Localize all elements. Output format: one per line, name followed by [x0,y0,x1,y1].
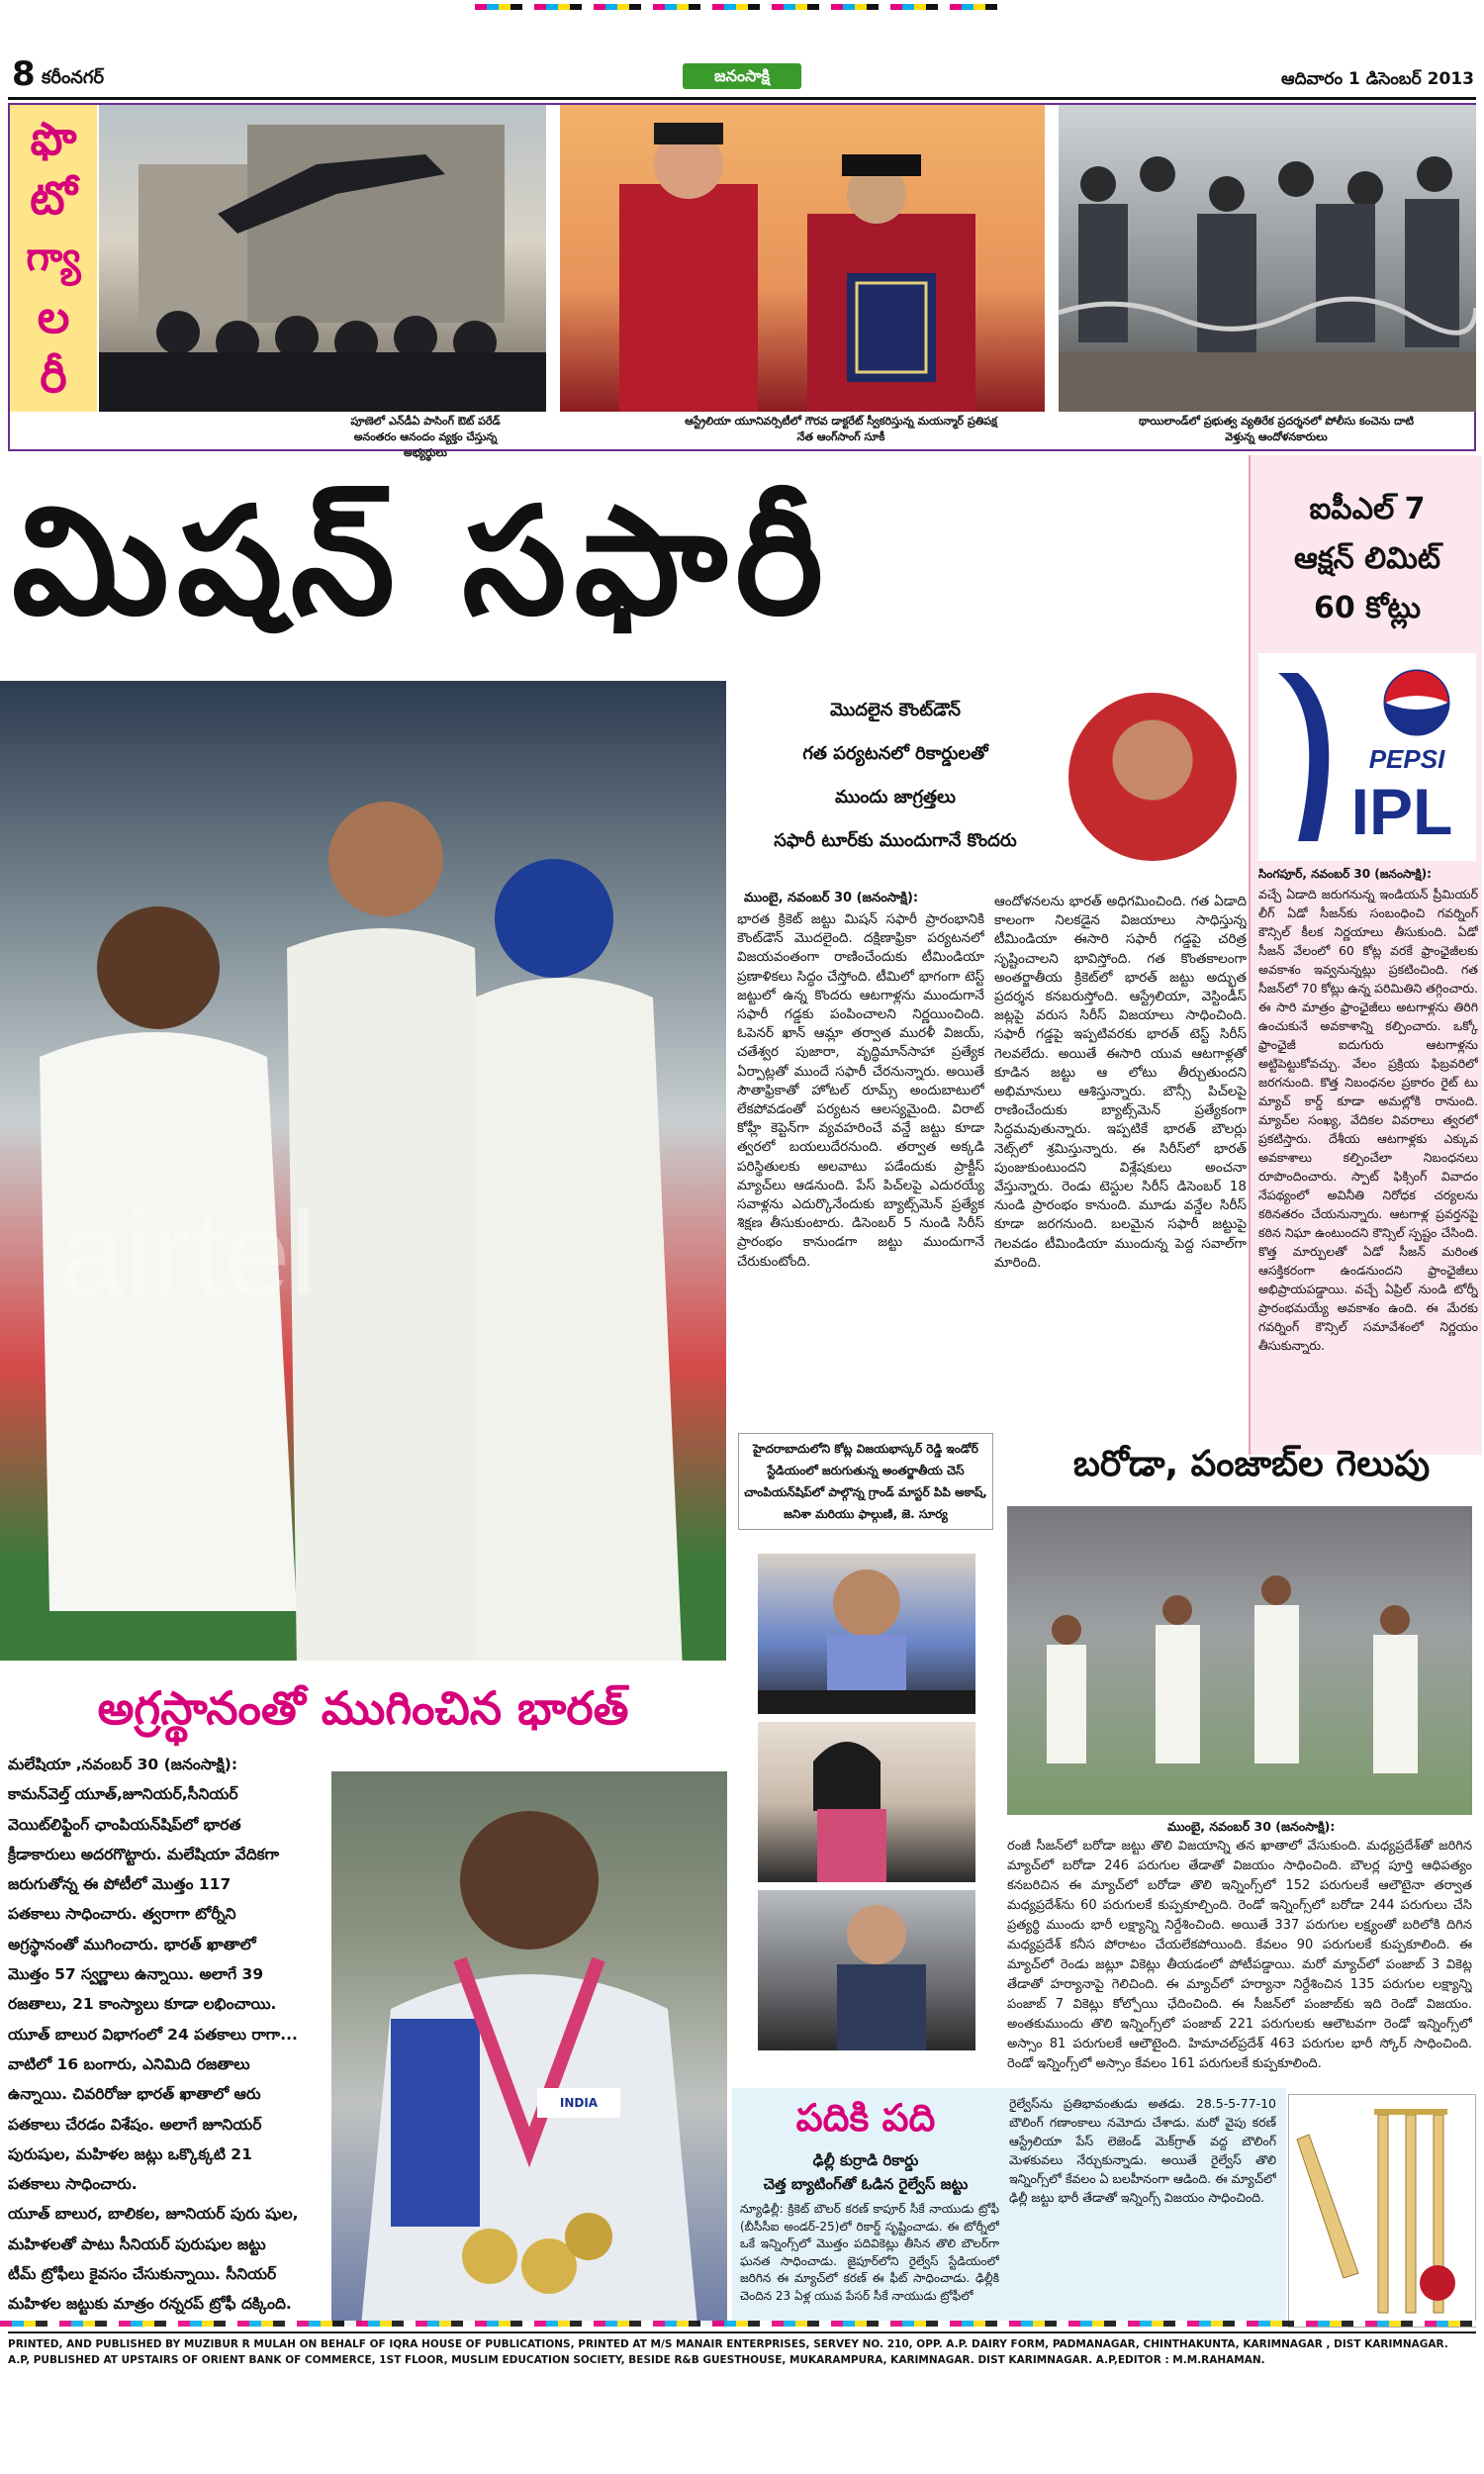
story-line: వెయిట్‌లిఫ్టింగ్ ఛాంపియన్‌షిప్‌లో భారత [8,1815,241,1834]
gallery-caption: ఆస్ట్రేలియా యూనివర్సిటీలో గౌరవ డాక్టరేట్ స్వీకరిస్తున్న మయన్మార్ ప్రతిపక్ష నేత ఆంగ్‌సాంగ్ సూకీ [685,415,997,443]
thailand-protest-photo [1059,105,1476,412]
story-line: పతకాలు సాధించారు. [8,2175,138,2194]
team-india-celebration-photo [0,681,726,1661]
masthead [683,63,801,89]
story-line: మహిళల జట్టుకు మాత్రం రన్నరప్ ట్రోఫీ దక్కింది. [8,2295,292,2314]
ipl-headline-line: ఆక్షన్ లిమిట్ [1294,541,1440,576]
deck-line: గత పర్యటనలో రికార్డులతో [802,743,988,764]
svg-text:airtel: airtel [59,1188,318,1320]
story-line: యూత్ బాలుర, బాలికల, జూనియర్ పురు షుల, [8,2205,299,2224]
story-line: రజతాలు, 21 కాంస్యాలు కూడా లభించాయి. [8,1995,277,2014]
imprint-line: PRINTED, AND PUBLISHED BY MUZIBUR R MULAH ON BEHALF OF IQRA HOUSE OF PUBLICATIONS, PRINTED AT M/S MANAIR ENTERPRISES, SERVEY NO. 210, OPP. A.P. DAIRY FORM, PADMANAGAR, CHINTHAKUNTA, KARIMNAGAR , DIST KARIMNAGAR. [8,2338,1448,2350]
padiki-padi-headline: పదికి పది [795,2096,936,2140]
story-line: మలేషియా ,నవంబర్ 30 (జనంసాక్షి): [8,1756,238,1773]
baroda-celebration-photo [1007,1506,1472,1815]
ipl-headline [1251,485,1484,633]
story-line: పురుషుల, మహిళల జట్లు ఒక్కొక్కటి 21 [8,2144,252,2163]
baroda-headline: బరోడా, పంజాబ్‌ల గెలుపు [1072,1444,1431,1484]
gallery-caption: పూణెలో ఎన్‌డీఏ పాసింగ్ ఔట్ పరేడ్ అనంతరం ఆనందం వ్యక్తం చేస్తున్న అభ్యర్థులు [350,415,501,459]
story-line: జరుగుతోన్న ఈ పోటీలో మొత్తం 117 [8,1875,232,1894]
player-portrait-photo [1068,693,1237,861]
story-line: అగ్రస్థానంతో ముగించారు. భారత్ ఖాతాలో [8,1935,256,1953]
ipl-dateline: సింగపూర్, నవంబర్ 30 (జనంసాక్షి): [1258,867,1432,881]
story-line: పతకాలు చేరడం విశేషం. అలాగే జూనియర్ [8,2115,262,2134]
flag-badge [537,2088,620,2118]
color-bar [0,2321,1484,2327]
story-line: వాటిలో 16 బంగారు, ఎనిమిది రజతాలు [8,2054,250,2073]
ipl-logo-text: IPL [1350,775,1453,848]
pepsi-ipl-logo [1258,653,1476,861]
masthead-logo-text: జనంసాక్షి [714,66,770,85]
chess-player-girl-photo [758,1722,975,1882]
gallery-caption: థాయిలాండ్‌లో ప్రభుత్వ వ్యతిరేక ప్రదర్శనలో పోలీసు కంచెను దాటి వెళ్తున్న ఆందోళనకారులు [1138,415,1415,443]
chess-column [732,1425,999,2078]
padiki-padi-sub1: ఢిల్లీ కుర్రాడి రికార్డు [812,2151,919,2169]
story-line: మహిళలతో పాటు సీనియర్ పురుషుల జట్టు [8,2235,266,2253]
deck-line: ముందు జాగ్రత్తలు [835,787,956,808]
chess-player-boy-photo [758,1554,975,1714]
suu-kyi-doctorate-photo [560,105,1045,412]
gallery-label-line: టో [30,171,77,225]
baroda-story: రంజీ సీజన్‌లో బరోడా జట్టు తొలి విజయాన్ని తన ఖాతాలో వేసుకుంది. మధ్యప్రదేశ్‌తో జరిగిన మ్యాచ్‌లో బరోడా 246 పరుగుల తేడాతో విజయం సాధించింది. బౌలర్ల పూర్తి ఆధిపత్యం కనబరిచిన ఈ మ్యాచ్‌లో బరోడా తొలి ఇన్నింగ్స్‌లో 152 పరుగులకే ఆలౌటైనా తర్వాత మధ్యప్రదేశ్‌ను 60 పరుగులకే కుప్పకూల్చింది. రెండో ఇన్నింగ్స్‌లో బరోడా 244 పరుగులు చేసి ప్రత్యర్థి ముందు భారీ లక్ష్యాన్ని నిర్దేశించింది. అయితే 337 పరుగుల లక్ష్యంతో బరిలోకి దిగిన మధ్యప్రదేశ్ కనీస పోరాటం చేయలేకపోయింది. కేవలం 90 పరుగులకే కుప్పకూలింది. ఈ మ్యాచ్‌లో రెండు జట్లూ వికెట్లు తీయడంలో పోటీపడ్డాయి. మరో మ్యాచ్‌లో పంజాబ్ 3 వికెట్ల తేడాతో హర్యానాపై గెలిచింది. ఈ మ్యాచ్‌లో హర్యానా నిర్దేశించిన 135 పరుగుల లక్ష్యాన్ని పంజాబ్ 7 వికెట్లు కోల్పోయి ఛేదించింది. ఈ సీజన్‌లో పంజాబ్‌కు ఇది రెండో విజయం. అంతకుముందు తొలి ఇన్నింగ్స్‌లో పంజాబ్ 221 పరుగులకు ఆలౌటవగా రెండో ఇన్నింగ్స్‌లో అస్సాం 81 పరుగులకే ఆలౌటైంది. హిమాచల్‌ప్రదేశ్ 463 పరుగుల భారీ స్కోర్ సాధించింది. రెండో ఇన్నింగ్స్‌లో అస్సాం కేవలం 161 పరుగులకే కుప్పకూలింది. [1007,1839,1472,2071]
story-line: యూత్ బాలుర విభాగంలో 24 పతకాలు రాగా... [8,2025,298,2044]
story-line: ఉన్నాయి. చివరిరోజు భారత్ ఖాతాలో ఆరు [8,2085,261,2104]
padiki-padi-box [732,2088,1286,2326]
main-story-col2: ఆందోళనలను భారత్ అధిగమించింది. గత ఏడాది కాలంగా నిలకడైన విజయాలు సాధిస్తున్న టీమిండియా ఈసారి సఫారీ గడ్డపై చరిత్ర సృష్టించాలని భావిస్తోంది. గత కొంతకాలంగా అంతర్జాతీయ క్రికెట్‌లో భారత్ జట్టు అద్భుత ప్రదర్శన కనబరుస్తోంది. ఆస్ట్రేలియా, వెస్టిండీస్ జట్లపై వరుస సిరీస్ విజయాలు సాధించింది. సఫారీ గడ్డపై ఇప్పటివరకు భారత్ టెస్ట్ సిరీస్ గెలవలేదు. అయితే ఈసారి యువ ఆటగాళ్లతో కూడిన జట్టు ఆ లోటు తీర్చుతుందని అభిమానులు ఆశిస్తున్నారు. బౌన్సీ పిచ్‌లపై రాణించేందుకు బ్యాట్స్‌మెన్ ప్రత్యేకంగా సిద్ధమవుతున్నారు. ఇప్పటికే భారత్ బౌలర్లు నెట్స్‌లో శ్రమిస్తున్నారు. ఈ సిరీస్‌లో భారత్ పుంజుకుంటుందని విశ్లేషకులు అంచనా వేస్తున్నారు. రెండు టెస్టుల సిరీస్ డిసెంబర్ 18 నుండి ప్రారంభం కానుంది. మూడు వన్డేల సిరీస్ కూడా జరగనుంది. బలమైన సఫారీ జట్టుపై గెలవడం టీమిండియా ముందున్న పెద్ద సవాల్‌గా మారింది. [994,894,1247,1271]
main-deck [732,689,1059,863]
padiki-padi-story-right: రైల్వేస్‌ను ప్రతిభావంతుడు అతడు. 28.5-5-77-10 బౌలింగ్ గణాంకాలు నమోదు చేశాడు. మరో వైపు కరణ్ ఆస్ట్రేలియా పేస్ లెజెండ్ మెక్‌గ్రాత్ వద్ద బౌలింగ్ మెళకువలు నేర్చుకున్నాడు. అయితే రైల్వేస్ తొలి ఇన్నింగ్స్‌లో కేవలం ఏ బలహీనంగా ఆడింది. ఈ మ్యాచ్‌లో ఢిల్లీ జట్టు భారీ తేడాతో ఇన్నింగ్స్ విజయం సాధించింది. [1009,2096,1276,2205]
ipl-headline-line: 60 కోట్లు [1314,591,1421,625]
ipl-sidebar [1249,455,1482,1455]
story-line: టీమ్ ట్రోఫీలు కైవసం చేసుకున్నాయి. సీనియర్ [8,2265,277,2284]
gallery-label [10,105,97,412]
gallery-label-line: ఫొ [30,112,77,165]
main-headline: మిషన్ సఫారీ [12,476,832,648]
gallery-label-line: రీ [40,349,67,403]
story-line: మొత్తం 57 స్వర్ణాలు ఉన్నాయి. అలాగే 39 [8,1965,264,1984]
pepsi-brand-text: PEPSI [1368,744,1445,774]
padiki-padi-sub2: చెత్త బ్యాటింగ్‌తో ఓడిన రైల్వేస్ జట్టు [763,2175,969,2193]
padiki-padi-story-left: న్యూఢిల్లీ: క్రికెట్ బౌలర్ కరణ్ కాపూర్ సీకే నాయుడు ట్రోఫీ (బీసీసీఐ అండర్-25)లో రికార్డ్ సృష్టించాడు. ఈ టోర్నీలో ఒకే ఇన్నింగ్స్‌లో మొత్తం పదివికెట్లు తీసిన తొలి బౌలర్‌గా ఘనత సాధించాడు. జైపూర్‌లోని రైల్వేస్ స్టేడియంలో జరిగిన ఈ మ్యాచ్‌లో కరణ్ ఈ ఫీట్ సాధించాడు. ఢిల్లీకి చెందిన 23 ఏళ్ల యువ పేసర్ సీకే నాయుడు ట్రోఫీలో [740,2202,999,2303]
photo-gallery [8,103,1476,459]
issue-date: ఆదివారం 1 డిసెంబర్ 2013 [1281,69,1474,89]
weightlifting-story [8,1750,340,2324]
ndaa-parade-photo [99,105,546,412]
gallery-label-line: ల [37,290,70,343]
gallery-label-line: గ్యా [26,235,81,280]
weightlifting-headline: అగ్రస్థానంతో ముగించిన భారత్ [97,1681,629,1735]
deck-line: సఫారీ టూర్‌కు ముందుగానే కొందరు [774,830,1017,851]
imprint-line: A.P, PUBLISHED AT UPSTAIRS OF ORIENT BANK OF COMMERCE, 1ST FLOOR, MUSLIM EDUCATION SOCIETY, BESIDE R&B GUESTHOUSE, MUKARAMPURA, KARIMNAGAR. DIST KARIMNAGAR. A.P,EDITOR : M.M.RAHAMAN. [8,2354,1265,2366]
story-line: కామన్‌వెల్త్ యూత్,జూనియర్,సీనియర్ [8,1785,238,1804]
main-story-col1: భారత క్రికెట్ జట్టు మిషన్ సఫారీ ప్రారంభానికి కౌంట్‌డౌన్ మొదలైంది. దక్షిణాఫ్రికా పర్యటనలో విజయవంతంగా రాణించేందుకు టీమిండియా ప్రణాళికలు సిద్ధం చేస్తోంది. టీమిలో భాగంగా టెస్ట్ జట్టులో ఉన్న కొందరు ఆటగాళ్లను ముందుగానే సఫారీ గడ్డకు పంపించాలని నిర్ణయించింది. ఓపెనర్ ఖాన్ ఆమ్లా తర్వాత మురళీ విజయ్, చతేశ్వర పుజారా, వృద్ధిమాన్‌సాహా ప్రత్యేక ఏర్పాట్లతో ముందే సఫారీ చేరనున్నారు. అయితే సౌతాఫ్రికాతో హోటల్ రూమ్స్ అందుబాటులో లేకపోవడంతో పర్యటన ఆలస్యమైంది. విరాట్ కోహ్లీ కెప్టెన్‌గా వ్యవహరించే వన్డే జట్టు కూడా త్వరలో బయలుదేరనుంది. తర్వాత అక్కడి పరిస్థితులకు అలవాటు పడేందుకు ప్రాక్టీస్ మ్యాచ్‌లు ఆడనుంది. పేస్ పిచ్‌లపై ఎదురయ్యే సవాళ్లను ఎదుర్కొనేందుకు బ్యాట్స్‌మెన్ ప్రత్యేక శిక్షణ తీసుకుంటారు. డిసెంబర్ 5 నుండి సిరీస్ ప్రారంభం కానుండగా జట్టు ముందుగానే చేరుకుంటోంది. [737,911,984,1270]
chess-caption: హైదరాబాదులోని కోట్ల విజయభాస్కర్ రెడ్డి ఇండోర్ స్టేడియంలో జరుగుతున్న అంతర్జాతీయ చెస్ చాంపియన్‌షిప్‌లో పాల్గొన్న గ్రాండ్ మాస్టర్ పిపి అకాష్, జనిశా మరియు ఫాల్గుణి, జె. సూర్య [738,1433,993,1530]
deck-line: మొదలైన కౌంట్‌డౌన్ [830,700,961,720]
flag-text: INDIA [559,2096,599,2110]
registration-marks [0,0,1484,12]
cricket-stumps-illustration [1288,2094,1476,2328]
story-line: పతకాలు సాధించారు. త్వరాగా టోర్నీని [8,1905,236,1924]
footer-rule [8,2331,1476,2333]
chess-player-man-photo [758,1890,975,2050]
ipl-headline-line: ఐపీఎల్ 7 [1309,492,1426,526]
ipl-story: వచ్చే ఏడాది జరుగనున్న ఇండియన్ ప్రీమియర్ లీగ్ ఏడో సీజన్‌కు సంబంధించి గవర్నింగ్ కౌన్సిల్ కీలక నిర్ణయాలు తీసుకుంది. ఏడో సీజన్ వేలంలో 60 కోట్ల వరకే ఫ్రాంఛైజీలకు అవకాశం ఇవ్వనున్నట్లు ప్రకటించింది. గత సీజన్‌లో 70 కోట్లు ఉన్న పరిమితిని తగ్గించారు. ఈ సారి మాత్రం ఫ్రాంఛైజీలు అటగాళ్లను తిరిగి ఉంచుకునే అవకాశాన్ని కల్పించారు. ఒక్కో ఫ్రాంఛైజీ ఐదుగురు ఆటగాళ్లను అట్టిపెట్టుకోవచ్చు. వేలం ప్రక్రియ ఫిబ్రవరిలో జరగనుంది. కొత్త నిబంధనల ప్రకారం రైట్ టు మ్యాచ్ కార్డ్ కూడా అమల్లోకి రానుంది. మ్యాచ్‌ల సంఖ్య, వేదికల వివరాలు త్వరలో ప్రకటిస్తారు. దేశీయ ఆటగాళ్లకు ఎక్కువ అవకాశాలు కల్పించేలా నిబంధనలు రూపొందించారు. స్పాట్ ఫిక్సింగ్ వివాదం నేపథ్యంలో అవినీతి నిరోధక చర్యలను కఠినతరం చేయనున్నారు. ఆటగాళ్ల ప్రవర్తనపై కఠిన నిఘా ఉంటుందని కౌన్సిల్ స్పష్టం చేసింది. కొత్త మార్పులతో ఏడో సీజన్ మరింత ఆసక్తికరంగా ఉండనుందని ఫ్రాంఛైజీలు అభిప్రాయపడ్డాయి. వచ్చే ఏప్రిల్ నుండి టోర్నీ ప్రారంభమయ్యే అవకాశం ఉంది. ఈ మేరకు గవర్నింగ్ కౌన్సిల్ సమావేశంలో నిర్ణయం తీసుకున్నారు. [1258,887,1478,1353]
edition-label: కరీంనగర్ [42,67,104,88]
page-number: 8 [12,54,36,94]
baroda-dateline: ముంబై, నవంబర్ 30 (జనంసాక్షి): [1167,1819,1336,1834]
weightlifter-portrait-photo [331,1771,727,2326]
story-line: క్రీడాకారులు అదరగొట్టారు. మలేషియా వేదికగా [8,1845,279,1863]
main-dateline: ముంబై, నవంబర్ 30 (జనంసాక్షి): [744,891,919,905]
header-rule [8,97,1476,100]
